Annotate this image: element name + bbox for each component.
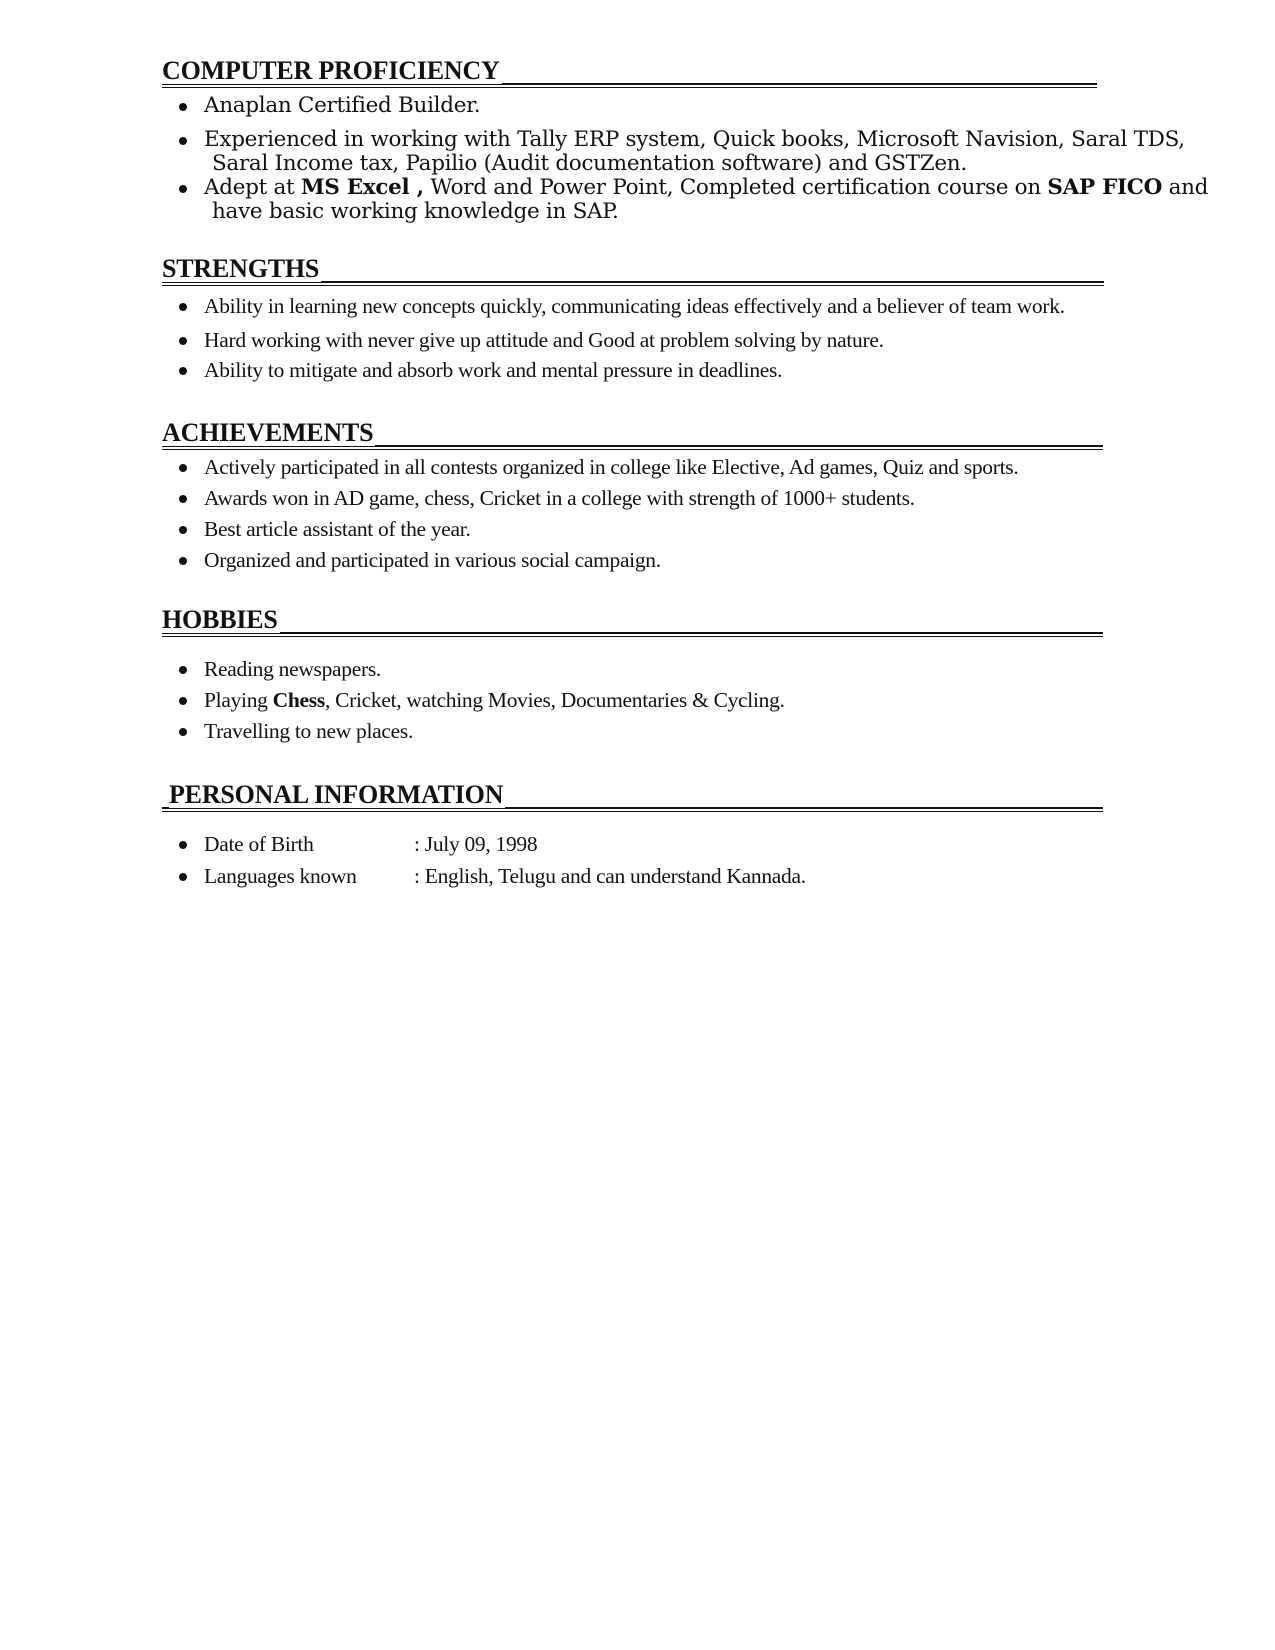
- list-item-text: Reading newspapers.: [204, 657, 381, 681]
- list-item: [162, 517, 1018, 548]
- section-title: HOBBIES: [162, 605, 278, 634]
- list-item: [162, 548, 1018, 579]
- list-item-text: Best article assistant of the year.: [204, 517, 471, 541]
- info-label: Languages known: [204, 864, 357, 888]
- list-item-text: and: [1162, 175, 1209, 200]
- bullet-icon: [179, 526, 187, 534]
- list-item: [162, 719, 785, 750]
- list-item-text: Playing: [204, 688, 273, 712]
- list-item: [162, 294, 1065, 328]
- section-title: ACHIEVEMENTS: [162, 418, 374, 447]
- section-heading: [162, 607, 785, 633]
- bullet-icon: [179, 666, 187, 674]
- list-item-text: , Cricket, watching Movies, Documentaries & Cycling.: [324, 688, 785, 712]
- bullet-icon: [179, 367, 187, 375]
- bullet-icon: [179, 557, 187, 565]
- list-item-text-continued: Saral Income tax, Papilio (Audit documentation software) and GSTZen.: [212, 151, 967, 176]
- list-item: [162, 176, 1208, 224]
- section-achievements: [162, 420, 1018, 579]
- list-item: [162, 688, 785, 719]
- personal-information-list: [162, 832, 806, 896]
- bullet-icon: [179, 337, 187, 345]
- info-label: Date of Birth: [204, 832, 314, 856]
- list-item-text: Experienced in working with Tally ERP system, Quick books, Microsoft Navision, Saral TDS,: [204, 127, 1185, 152]
- list-item-text-continued: have basic working knowledge in SAP.: [212, 199, 619, 224]
- section-title: COMPUTER PROFICIENCY: [162, 56, 500, 85]
- list-item: [162, 128, 1208, 176]
- section-title: STRENGTHS: [162, 254, 320, 283]
- list-item-text: Actively participated in all contests organized in college like Elective, Ad games, Quiz and sports.: [204, 455, 1019, 479]
- section-personal-information: [162, 782, 806, 896]
- list-item-text: Organized and participated in various social campaign.: [204, 548, 661, 572]
- emphasis-text: MS Excel ,: [300, 175, 424, 200]
- section-heading: [162, 256, 1065, 282]
- heading-underline: [162, 632, 1103, 637]
- bullet-icon: [179, 841, 187, 849]
- bullet-icon: [179, 495, 187, 503]
- computer-proficiency-list: [162, 94, 1208, 224]
- list-item: [162, 328, 1065, 358]
- list-item: [162, 832, 806, 864]
- bullet-icon: [179, 185, 187, 193]
- emphasis-text: SAP FICO: [1047, 175, 1163, 200]
- list-item-text: Adept at: [204, 175, 301, 200]
- list-item-text: Hard working with never give up attitude and Good at problem solving by nature.: [204, 328, 884, 352]
- info-value: : July 09, 1998: [414, 832, 538, 856]
- bullet-icon: [179, 697, 187, 705]
- list-item-text: Ability in learning new concepts quickly, communicating ideas effectively and a believer of team work.: [204, 294, 1065, 318]
- list-item-text: Word and Power Point, Completed certification course on: [423, 175, 1048, 200]
- section-computer-proficiency: [162, 58, 1208, 224]
- bullet-icon: [179, 103, 187, 111]
- list-item: [162, 657, 785, 688]
- section-heading: [162, 58, 1208, 84]
- strengths-list: [162, 294, 1065, 388]
- list-item-text: Ability to mitigate and absorb work and mental pressure in deadlines.: [204, 358, 783, 382]
- info-value: : English, Telugu and can understand Kannada.: [414, 864, 806, 888]
- section-heading: [162, 420, 1018, 446]
- list-item-text: Travelling to new places.: [204, 719, 414, 743]
- bullet-icon: [179, 303, 187, 311]
- list-item-text: Anaplan Certified Builder.: [204, 93, 481, 118]
- section-hobbies: [162, 607, 785, 750]
- bullet-icon: [179, 137, 187, 145]
- list-item: [162, 864, 806, 896]
- achievements-list: [162, 455, 1018, 579]
- list-item: [162, 455, 1018, 486]
- list-item-text: Awards won in AD game, chess, Cricket in a college with strength of 1000+ students.: [204, 486, 915, 510]
- section-heading: [162, 782, 806, 808]
- bullet-icon: [179, 873, 187, 881]
- list-item: [162, 486, 1018, 517]
- emphasis-text: Chess: [272, 688, 325, 712]
- bullet-icon: [179, 728, 187, 736]
- hobbies-list: [162, 657, 785, 750]
- list-item: [162, 358, 1065, 388]
- section-title: PERSONAL INFORMATION: [169, 780, 504, 809]
- list-item: [162, 94, 1208, 128]
- bullet-icon: [179, 464, 187, 472]
- section-strengths: [162, 256, 1065, 388]
